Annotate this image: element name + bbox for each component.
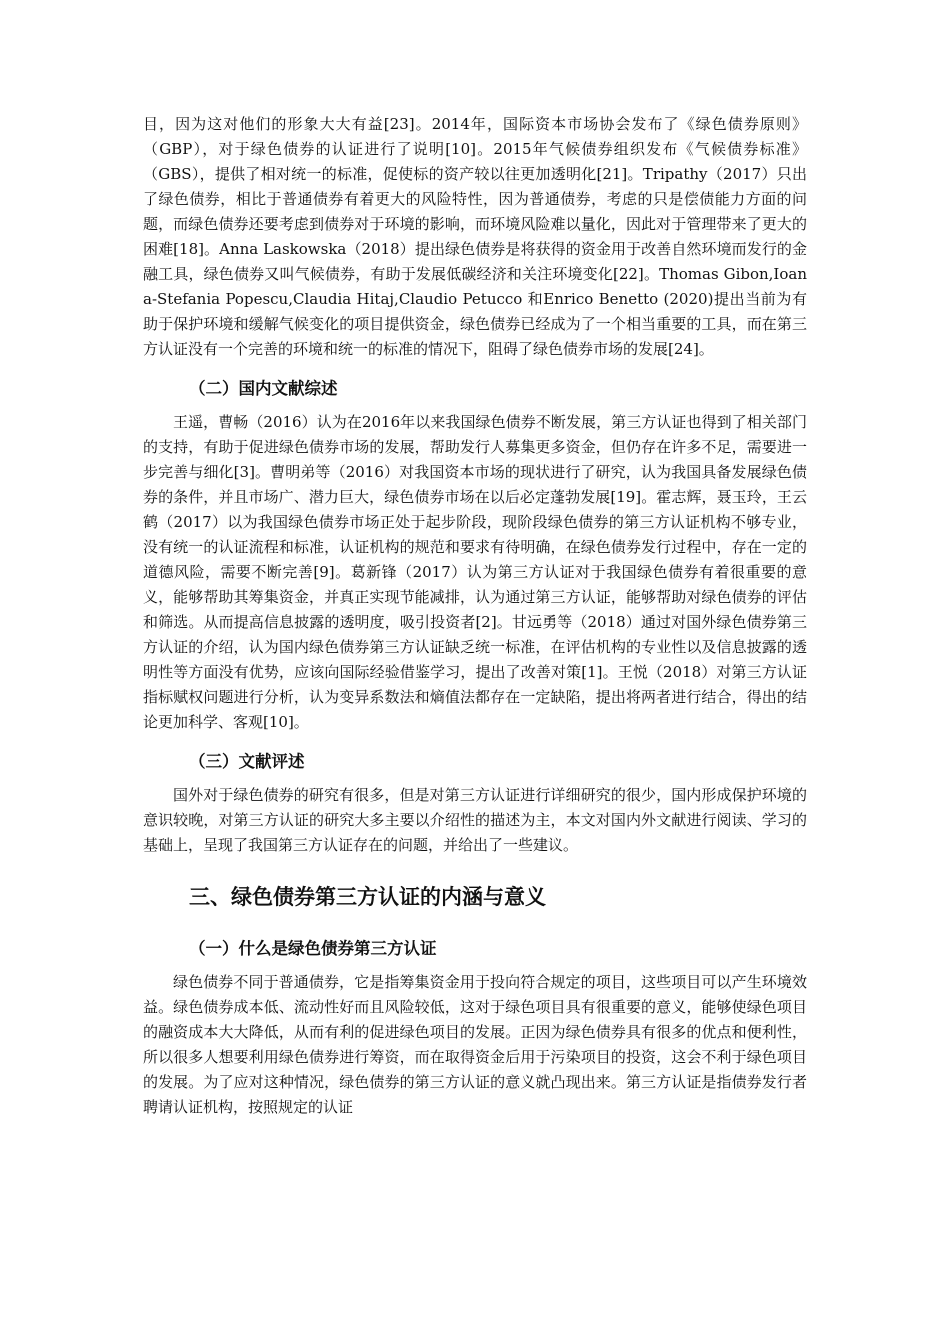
- heading-literature-review: （三）文献评述: [189, 752, 305, 771]
- heading-domestic-literature-review: （二）国内文献综述: [189, 379, 338, 398]
- paragraph-foreign-literature: 目，因为这对他们的形象大大有益[23]。2014年，国际资本市场协会发布了《绿色债券原则》（GBP），对于绿色债券的认证进行了说明[10]。2015年气候债券组织发布《气候债券标准》（GBS），提供了相对统一的标准，促使标的资产较以往更加透明化[21]。Tripathy（2017）只出了绿色债券，相比于普通债券有着更大的风险特性，因为普通债券，考虑的只是偿债能力方面的问题，而绿色债券还要考虑到债券对于环境的影响，而环境风险难以量化，因此对于管理带来了更大的困难[18]。Anna Laskowska（2018）提出绿色债券是将获得的资金用于改善自然环境而发行的金融工具，绿色债券又叫气候债券，有助于发展低碳经济和关注环境变化[22]。Thomas Gibon,Ioan a-Stefania Popescu,Claudia Hitaj,Claudio Petucco 和Enrico Benetto (2020)提出当前为有助于保护环境和缓解气候变化的项目提供资金，绿色债券已经成为了一个相当重要的工具，而在第三方认证没有一个完善的环境和统一的标准的情况下，阻碍了绿色债券市场的发展[24]。: [143, 115, 807, 358]
- document-page: [143, 112, 807, 1120]
- paragraph-green-bond-definition: 绿色债券不同于普通债券，它是指筹集资金用于投向符合规定的项目，这些项目可以产生环境效益。绿色债券成本低、流动性好而且风险较低，这对于绿色项目具有很重要的意义，能够使绿色项目的融资成本大大降低，从而有利的促进绿色项目的发展。正因为绿色债券具有很多的优点和便利性，所以很多人想要利用绿色债券进行筹资，而在取得资金后用于污染项目的投资，这会不利于绿色项目的发展。为了应对这种情况，绿色债券的第三方认证的意义就凸现出来。第三方认证是指债券发行者聘请认证机构，按照规定的认证: [143, 973, 807, 1116]
- section-title-3: 三、绿色债券第三方认证的内涵与意义: [189, 885, 546, 909]
- paragraph-domestic-literature: 王遥，曹畅（2016）认为在2016年以来我国绿色债券不断发展，第三方认证也得到了相关部门的支持，有助于促进绿色债券市场的发展，帮助发行人募集更多资金，但仍存在许多不足，需要进一步完善与细化[3]。曹明弟等（2016）对我国资本市场的现状进行了研究，认为我国具备发展绿色债券的条件，并且市场广、潜力巨大，绿色债券市场在以后必定蓬勃发展[19]。霍志辉，聂玉玲，王云鹤（2017）以为我国绿色债券市场正处于起步阶段，现阶段绿色债券的第三方认证机构不够专业，没有统一的认证流程和标准，认证机构的规范和要求有待明确，在绿色债券发行过程中，存在一定的道德风险，需要不断完善[9]。葛新锋（2017）认为第三方认证对于我国绿色债券有着很重要的意义，能够帮助其筹集资金，并真正实现节能减排，认为通过第三方认证，能够帮助对绿色债券的评估和筛选。从而提高信息披露的透明度，吸引投资者[2]。甘远勇等（2018）通过对国外绿色债券第三方认证的介绍，认为国内绿色债券第三方认证缺乏统一标准，在评估机构的专业性以及信息披露的透明性等方面没有优势，应该向国际经验借鉴学习，提出了改善对策[1]。王悦（2018）对第三方认证指标赋权问题进行分析，认为变异系数法和熵值法都存在一定缺陷，提出将两者进行结合，得出的结论更加科学、客观[10]。: [143, 413, 807, 731]
- paragraph-literature-review: 国外对于绿色债券的研究有很多，但是对第三方认证进行详细研究的很少，国内形成保护环境的意识较晚，对第三方认证的研究大多主要以介绍性的描述为主，本文对国内外文献进行阅读、学习的基础上，呈现了我国第三方认证存在的问题，并给出了一些建议。: [143, 786, 807, 854]
- heading-what-is-third-party-certification: （一）什么是绿色债券第三方认证: [189, 939, 437, 958]
